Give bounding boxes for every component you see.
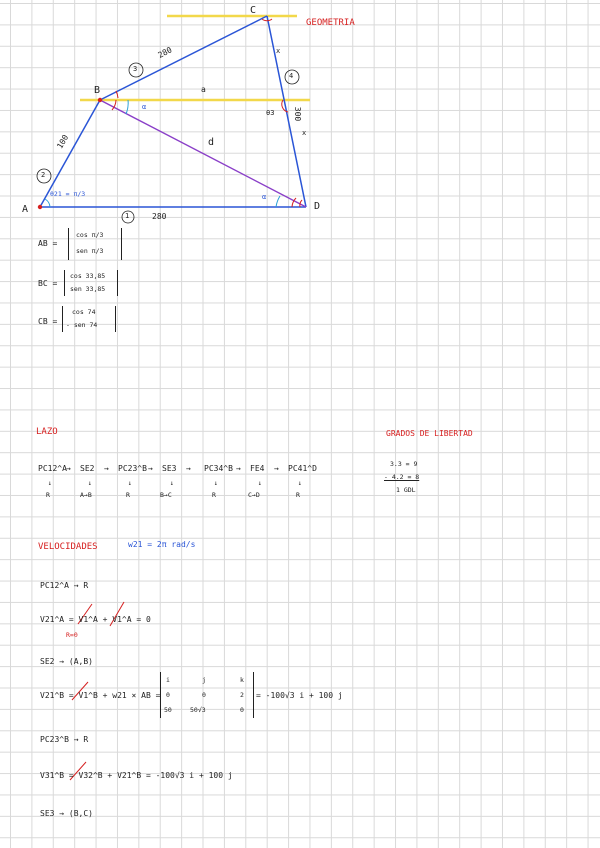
header-geometria: GEOMETRIA xyxy=(306,18,355,28)
lazo-arrow-2: ↓ xyxy=(128,479,132,487)
lazo-chain-10: FE4 xyxy=(250,464,265,473)
lazo-arrow-0: ↓ xyxy=(48,479,52,487)
length-bc: 280 xyxy=(156,45,174,60)
length-cd: 300 xyxy=(293,106,303,122)
velocity-line-7: SE3 → (B,C) xyxy=(40,809,93,818)
point-label-a: A xyxy=(22,204,29,215)
angle-arc-a xyxy=(45,199,50,207)
point-label-c: C xyxy=(250,5,257,16)
lazo-chain-9: → xyxy=(236,464,241,473)
lazo-chain-2: SE2 xyxy=(80,464,95,473)
det-r3-c2: 50√3 xyxy=(190,706,206,714)
joint-a xyxy=(38,205,42,209)
lazo-chain-12: PC41^D xyxy=(288,464,317,473)
label-x-1: x xyxy=(276,47,281,55)
det-r3-c1: 50 xyxy=(164,706,172,714)
lazo-chain-5: → xyxy=(148,464,153,473)
lazo-chain-1: → xyxy=(66,464,71,473)
lazo-arrow-5: ↓ xyxy=(258,479,262,487)
lazo-chain-7: → xyxy=(186,464,191,473)
grados-line-2: - 4.2 = 8 xyxy=(384,473,420,481)
link-number-4: 4 xyxy=(289,72,294,80)
vector-cb-top: cos 74 xyxy=(72,308,96,316)
lazo-arrow-4: ↓ xyxy=(214,479,218,487)
vector-ab-top: cos π/3 xyxy=(76,231,104,239)
label-a-side: a xyxy=(201,85,206,94)
velocity-line-5: PC23^B → R xyxy=(40,735,89,744)
link-number-3: 3 xyxy=(133,65,138,73)
vector-ab-bottom: sen π/3 xyxy=(76,247,104,255)
lazo-below-3: B→C xyxy=(160,491,172,499)
angle-arc-alpha2 xyxy=(276,196,280,207)
lazo-below-6: R xyxy=(296,491,300,499)
angle-arc-alpha xyxy=(126,100,128,114)
label-d-side: d xyxy=(208,137,215,148)
link-bc xyxy=(100,16,267,100)
velocity-line-1: PC12^A → R xyxy=(40,581,89,590)
lazo-chain-8: PC34^B xyxy=(204,464,233,473)
det-r2-c2: 0 xyxy=(202,691,206,699)
angle-arc-b2 xyxy=(116,91,118,98)
length-ad: 280 xyxy=(152,212,167,221)
lazo-chain-0: PC12^A xyxy=(38,464,67,473)
lazo-below-1: A→B xyxy=(80,491,92,499)
vector-bc-label: BC = xyxy=(38,279,58,288)
lazo-below-4: R xyxy=(212,491,216,499)
lazo-arrow-3: ↓ xyxy=(170,479,174,487)
joint-b xyxy=(98,98,102,102)
label-alpha-b: α xyxy=(142,103,147,111)
link-number-1: 1 xyxy=(125,212,130,220)
velocity-line-4: V21^B = V1^B + w21 × AB = xyxy=(40,691,161,700)
vector-bc-bottom: sen 33,85 xyxy=(70,285,106,293)
velocity-line-2: V21^A = V1^A + V1^A = 0 xyxy=(40,615,151,624)
lazo-below-0: R xyxy=(46,491,50,499)
vector-cb-bottom: - sen 74 xyxy=(66,321,98,329)
velocity-note-r0: R=0 xyxy=(66,631,78,639)
header-grados: GRADOS DE LIBERTAD xyxy=(386,429,473,438)
omega-value: w21 = 2π rad/s xyxy=(128,540,196,549)
det-r1-c2: j xyxy=(202,676,206,684)
link-number-2: 2 xyxy=(41,171,46,179)
label-alpha-d: α xyxy=(262,193,267,201)
label-theta21: θ21 = π/3 xyxy=(50,190,86,198)
det-r1-c3: k xyxy=(240,676,244,684)
det-r2-c1: 0 xyxy=(166,691,170,699)
velocity-line-4-result: = -100√3 i + 100 j xyxy=(256,691,343,700)
point-label-d: D xyxy=(314,201,321,212)
header-lazo: LAZO xyxy=(36,427,58,437)
vector-bc-top: cos 33,85 xyxy=(70,272,106,280)
det-r3-c3: 0 xyxy=(240,706,244,714)
det-r1-c1: i xyxy=(166,676,170,684)
lazo-arrow-1: ↓ xyxy=(88,479,92,487)
grados-line-1: 3.3 = 9 xyxy=(390,460,418,468)
lazo-chain-6: SE3 xyxy=(162,464,177,473)
velocity-line-3: SE2 → (A,B) xyxy=(40,657,93,666)
vector-ab-label: AB = xyxy=(38,239,58,248)
det-r2-c3: 2 xyxy=(240,691,244,699)
velocity-line-6: V31^B = V32^B + V21^B = -100√3 i + 100 j xyxy=(40,771,233,780)
lazo-chain-3: → xyxy=(104,464,109,473)
lazo-below-2: R xyxy=(126,491,130,499)
vector-cb-label: CB = xyxy=(38,317,58,326)
lazo-arrow-6: ↓ xyxy=(298,479,302,487)
length-ab: 100 xyxy=(55,133,71,151)
point-label-b: B xyxy=(94,85,101,96)
label-theta3: θ3 xyxy=(266,109,275,117)
lazo-below-5: C→D xyxy=(248,491,260,499)
label-x-2: x xyxy=(302,129,307,137)
diagonal-bd xyxy=(100,100,306,207)
angle-arc-d2 xyxy=(300,200,302,207)
grados-line-3: 1 GDL xyxy=(396,486,416,494)
header-velocidades: VELOCIDADES xyxy=(38,542,98,552)
lazo-chain-4: PC23^B xyxy=(118,464,147,473)
lazo-chain-11: → xyxy=(274,464,279,473)
